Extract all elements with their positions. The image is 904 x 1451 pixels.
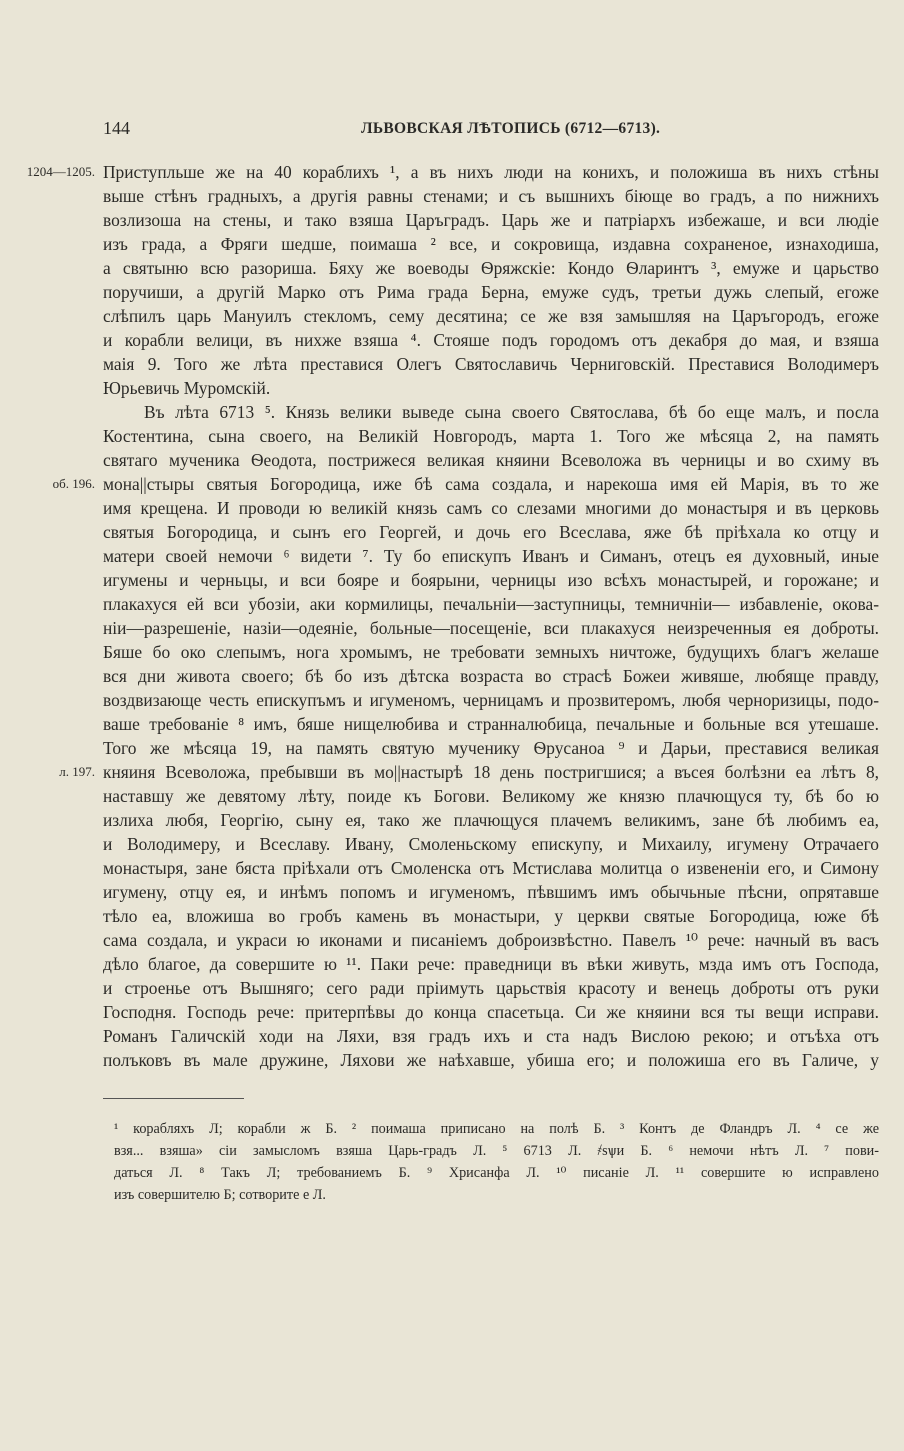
footnote-divider bbox=[103, 1098, 244, 1099]
text-line: а святыню всю разориша. Бяху же воеводы Ѳряжскіе: Кондо Ѳларинтъ ³, емуже и царьство bbox=[103, 258, 879, 278]
text-line: наставшу же девятому лѣту, поиде къ Богови. Великому же князю плачющуся ту, бѣ бо ю bbox=[103, 786, 879, 806]
footnote-line: изъ совершителю Б; сотворите е Л. bbox=[114, 1187, 326, 1203]
text-line: монастыря, зане бяста пріѣхали отъ Смоленска отъ Мстислава молитца о извененіи его, и Симону bbox=[103, 858, 879, 878]
footnote-line: взя... взяша» сіи замысломъ взяша Царь-градъ Л. ⁵ 6713 Л. ҂ѕѱи Б. ⁶ немочи нѣтъ Л. ⁷ пови- bbox=[114, 1143, 879, 1159]
running-head: ЛЬВОВСКАЯ ЛѢТОПИСЬ (6712—6713). bbox=[361, 120, 661, 137]
text-line: и Володимеру, и Всеславу. Ивану, Смоленьскому епискупу, и Михаилу, игумену Отрачаего bbox=[103, 834, 879, 854]
text-line: Юрьевичь Муромскій. bbox=[103, 378, 271, 398]
page-header bbox=[103, 118, 876, 148]
text-line: полъковъ въ мале дружине, Ляхови же наѣхавше, убиша его; и положиша его въ Галиче, у bbox=[103, 1050, 879, 1070]
margin-year-note: 1204—1205. bbox=[26, 164, 95, 179]
text-line: тѣло еа, вложиша во гробъ камень въ монастыри, у церкви святые Богородица, юже бѣ bbox=[103, 906, 879, 926]
text-line: игумены и черньцы, и вси бояре и боярыни, черницы изо всѣхъ монастырей, и горожане; и bbox=[103, 570, 879, 590]
text-line: святыя Богородица, и сынъ его Георгей, и дочь его Всеслава, яже бѣ пріѣхала ко отцу и bbox=[103, 522, 879, 542]
page-number: 144 bbox=[103, 118, 130, 138]
text-line: Костентина, сына своего, на Великій Новгородъ, марта 1. Того же мѣсяца 2, на память bbox=[103, 426, 879, 446]
text-line: сама создала, и украси ю иконами и писаніемъ доброизвѣстно. Павелъ ¹⁰ рече: начный въ васъ bbox=[103, 930, 879, 950]
text-line: игумену, отцу ея, и инѣмъ попомъ и игуменомъ, пѣвшимъ имъ обычьные пѣсни, опрятавше bbox=[103, 882, 879, 902]
text-line: об. 196. мона||стыры святыя Богородица, иже бѣ сама создала, и нарекоша имя ей Марія, въ то же bbox=[52, 474, 879, 494]
footnotes bbox=[114, 1118, 879, 1206]
text-line: матери своей немочи ⁶ видети ⁷. Ту бо епискупъ Иванъ и Симанъ, отецъ ея духовный, иные bbox=[103, 546, 879, 566]
text-line: слѣпилъ царь Мануилъ стекломъ, сему десятина; се же взя замышляя на Царъгородъ, егоже bbox=[103, 306, 879, 326]
text-line: плакахуся ей вси убозіи, аки кормилицы, печальніи—заступницы, темничніи— избавленіе, окова- bbox=[103, 594, 879, 614]
text-line: и корабли велици, въ нихже взяша ⁴. Стояше подъ городомъ отъ декабря до мая, и взяша bbox=[103, 330, 879, 350]
text-line: поручиши, а другій Марко отъ Рима града Берна, емуже судъ, третьи дужь слепый, егоже bbox=[103, 282, 879, 302]
text-line: дѣло благое, да совершите ю ¹¹. Паки рече: праведници въ вѣки живуть, мзда имъ отъ Господа, bbox=[103, 954, 879, 974]
text-line: Того же мѣсяца 19, на память святую мученику Ѳрусаноа ⁹ и Дарьи, преставися великая bbox=[103, 738, 879, 758]
text-line: возлизоша на стены, и тако взяша Царъградъ. Царь же и патріархъ избежаше, и вси людіе bbox=[103, 210, 879, 230]
text-line: ніи—разрешеніе, назіи—одеяніе, больные—посещеніе, вси плакахуся неизреченныя ея доброты. bbox=[103, 618, 879, 638]
text-line: 1204—1205. Приступльше же на 40 кораблихъ ¹, а въ нихъ люди на конихъ, и положиша въ нихъ стѣны bbox=[26, 162, 879, 182]
text-line: маія 9. Того же лѣта преставися Олегъ Святославичь Черниговскій. Преставися Володимеръ bbox=[103, 354, 879, 374]
margin-folio-note: л. 197. bbox=[59, 764, 95, 779]
text-line: Романъ Галичскій ходи на Ляхи, взя градъ ихъ и ста надъ Вислою рекою; и отъѣха отъ bbox=[103, 1026, 879, 1046]
text-line: излиха любя, Георгію, сыну ея, тако же плачющуся плачемъ великимъ, зане бѣ любимъ еа, bbox=[103, 810, 879, 830]
chronicle-text bbox=[26, 160, 879, 1072]
text-line: Въ лѣта 6713 ⁵. Князь велики выведе сына своего Святослава, бѣ бо еще малъ, и посла bbox=[144, 402, 879, 422]
text-line: воздвизающе честь епискупъмъ и игуменомъ, черницамъ и прозвитеромъ, любя черноризицы, подо- bbox=[103, 690, 879, 710]
text-line: Бяше бо око слепымъ, нога хромымъ, не требовати земныхъ ничтоже, будущихъ благъ желаше bbox=[103, 642, 879, 662]
text-line: выше стѣнъ градныхъ, а другія равны стенами; и съ вышнихъ біюще во градъ, а по нижнихъ bbox=[103, 186, 879, 206]
text-line: изъ града, а Фряги шедше, поимаша ² все, и сокровища, издавна сохраненое, изнаходиша, bbox=[103, 234, 879, 254]
text-line: имя крещена. И проводи ю великій князь самъ со слезами многими до монастыря и въ церковь bbox=[103, 498, 879, 518]
margin-folio-note: об. 196. bbox=[52, 476, 95, 491]
text-line: ваше требованіе ⁸ имъ, бяше нищелюбива и странналюбица, печальные и больные вся утешаше. bbox=[103, 714, 879, 734]
text-line: Господня. Господь рече: притерпѣвы до конца спасетьца. Си же княини вся ты вещи исправи. bbox=[103, 1002, 879, 1022]
text-line: святаго мученика Ѳеодота, пострижеся великая княини Всеволожа въ черницы и во схиму въ bbox=[103, 450, 879, 470]
text-line: и строенье отъ Вышняго; сего ради пріимуть царьствія красоту и венець доброты отъ руки bbox=[103, 978, 879, 998]
text-line: л. 197. княиня Всеволожа, пребывши въ мо||настырѣ 18 день постригшися; а въсея болѣзни еа лѣтъ 8, bbox=[59, 762, 879, 782]
footnote-line: ¹ корабляхъ Л; корабли ж Б. ² поимаша приписано на полѣ Б. ³ Контъ де Фландръ Л. ⁴ се же bbox=[114, 1121, 879, 1137]
text-line: вся дни живота своего; бѣ бо изъ дѣтска возраста во страсѣ Божеи живяше, любяще правду, bbox=[103, 666, 879, 686]
footnote-line: даться Л. ⁸ Такъ Л; требованиемъ Б. ⁹ Хрисанфа Л. ¹⁰ писаніе Л. ¹¹ совершите ю исправлено bbox=[114, 1165, 879, 1181]
